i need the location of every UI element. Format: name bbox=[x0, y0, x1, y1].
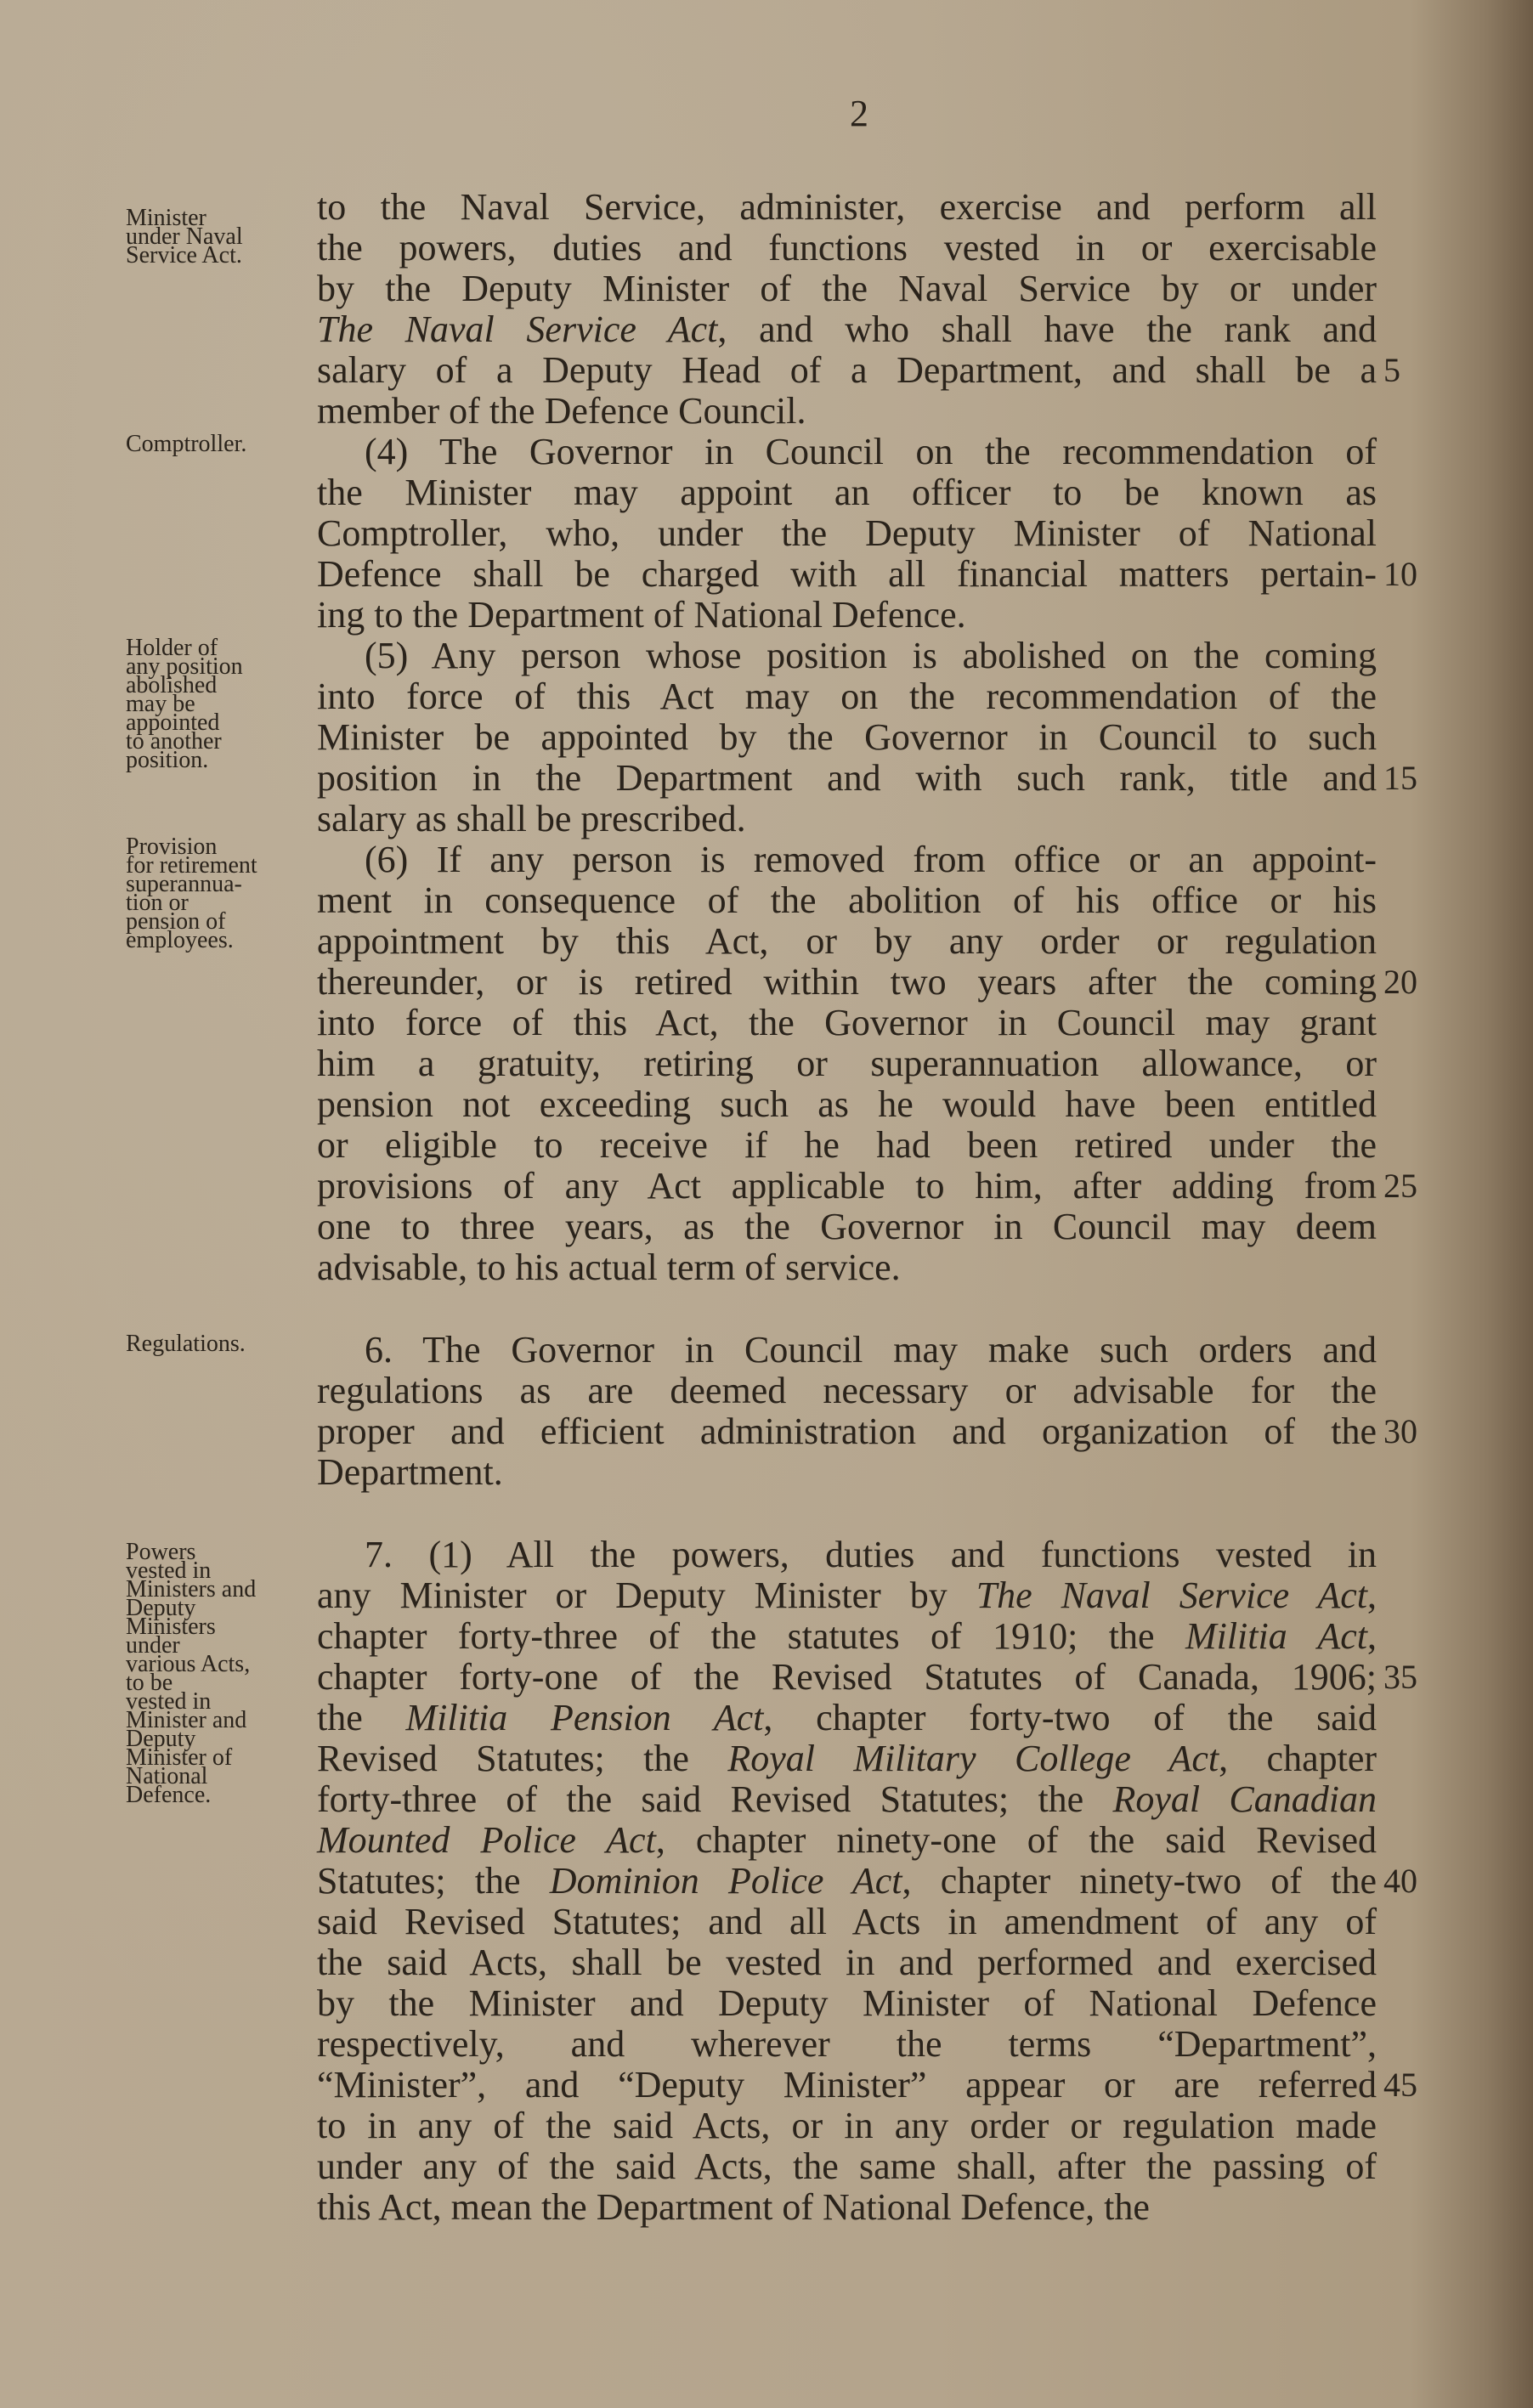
body-text-run: chapter forty-three of the statutes of 1910; the bbox=[317, 1615, 1185, 1657]
margin-note-line: Provision bbox=[126, 834, 218, 860]
body-text-run: by the Minister and Deputy Minister of National Defence bbox=[317, 1982, 1377, 2024]
margin-note-minister bbox=[126, 205, 304, 268]
margin-note-line: Minister and bbox=[126, 1707, 247, 1733]
body-text-run: “Minister”, and “Deputy Minister” appear or are referred bbox=[317, 2064, 1377, 2106]
margin-note-line: under bbox=[126, 1632, 180, 1659]
page-number: 2 bbox=[850, 93, 869, 134]
body-text-run: , chapter bbox=[1219, 1738, 1377, 1779]
body-line bbox=[317, 1861, 1377, 1902]
body-text-run: the Minister may appoint an officer to be known as bbox=[317, 472, 1377, 513]
margin-note-line: to another bbox=[126, 728, 222, 755]
line-number: 10 bbox=[1383, 555, 1417, 593]
line-number: 45 bbox=[1383, 2066, 1417, 2104]
body-text-run: pension not exceeding such as he would have been entitled bbox=[317, 1083, 1377, 1125]
line-number: 25 bbox=[1383, 1167, 1417, 1205]
body-line bbox=[317, 554, 1377, 595]
body-line bbox=[317, 472, 1377, 513]
margin-note-line: tion or bbox=[126, 890, 189, 916]
body-line bbox=[317, 1411, 1377, 1452]
body-text-run: him a gratuity, retiring or superannuation allowance, or bbox=[317, 1043, 1377, 1084]
body-line bbox=[317, 187, 1377, 228]
margin-note-line: superannua- bbox=[126, 871, 242, 897]
body-text-run: forty-three of the said Revised Statutes; the bbox=[317, 1778, 1113, 1820]
body-line bbox=[317, 309, 1377, 350]
body-line bbox=[365, 636, 1377, 676]
body-text-run: , chapter ninety-one of the said Revised bbox=[655, 1819, 1377, 1861]
line-number: 15 bbox=[1383, 759, 1417, 797]
body-text-run: 7. (1) All the powers, duties and functions vested in bbox=[365, 1534, 1377, 1575]
margin-note-line: Defence. bbox=[126, 1782, 212, 1808]
body-line bbox=[317, 391, 1377, 432]
body-text-run: ing to the Department of National Defence. bbox=[317, 594, 966, 636]
margin-note-line: under Naval bbox=[126, 223, 243, 250]
margin-note-line: Ministers bbox=[126, 1614, 216, 1640]
body-line bbox=[317, 1125, 1377, 1166]
margin-note-line: vested in bbox=[126, 1557, 212, 1584]
margin-note-line: Deputy bbox=[126, 1726, 196, 1752]
body-line bbox=[365, 432, 1377, 472]
act-title: Royal Military College Act bbox=[727, 1738, 1219, 1779]
body-text-run: (6) If any person is removed from office or an appoint- bbox=[365, 839, 1377, 880]
body-line bbox=[317, 1942, 1377, 1983]
body-line bbox=[317, 1003, 1377, 1043]
body-text-run: Minister be appointed by the Governor in Council to such bbox=[317, 716, 1377, 758]
act-title: The Naval Service Act bbox=[317, 308, 718, 350]
margin-note-line: Minister bbox=[126, 205, 206, 231]
body-line bbox=[317, 717, 1377, 758]
line-number: 30 bbox=[1383, 1412, 1417, 1450]
body-line bbox=[365, 1535, 1377, 1575]
body-text-run: provisions of any Act applicable to him, after adding from bbox=[317, 1165, 1377, 1207]
line-number: 5 bbox=[1383, 351, 1400, 389]
body-text-run: Defence shall be charged with all financial matters pertain- bbox=[317, 553, 1377, 595]
body-line bbox=[317, 880, 1377, 921]
margin-note-line: Regulations. bbox=[126, 1331, 246, 1357]
body-text-run: this Act, mean the Department of National Defence, the bbox=[317, 2186, 1150, 2228]
margin-note-line: position. bbox=[126, 747, 209, 773]
body-line bbox=[317, 2024, 1377, 2065]
body-line bbox=[317, 1902, 1377, 1942]
body-line bbox=[317, 1084, 1377, 1125]
body-text-run: said Revised Statutes; and all Acts in amendment of any of bbox=[317, 1901, 1377, 1942]
body-text-run: Statutes; the bbox=[317, 1860, 550, 1902]
margin-note-line: Holder of bbox=[126, 635, 218, 661]
body-line bbox=[317, 1698, 1377, 1738]
body-line bbox=[317, 228, 1377, 268]
body-text-run: proper and efficient administration and organization of the bbox=[317, 1410, 1377, 1452]
body-text-run: , chapter forty-two of the said bbox=[763, 1697, 1377, 1738]
body-line bbox=[317, 350, 1377, 391]
margin-note-powers bbox=[126, 1539, 304, 1808]
act-title: The Naval Service Act bbox=[976, 1574, 1367, 1616]
body-line bbox=[317, 1616, 1377, 1657]
margin-note-provision bbox=[126, 834, 304, 953]
body-text-run: , bbox=[1367, 1574, 1377, 1616]
margin-note-line: employees. bbox=[126, 927, 234, 953]
body-text-run: regulations as are deemed necessary or advisable for the bbox=[317, 1370, 1377, 1411]
body-text-run: Comptroller, who, under the Deputy Minister of National bbox=[317, 512, 1377, 554]
margin-note-line: Powers bbox=[126, 1539, 196, 1565]
body-text-run: thereunder, or is retired within two years after the coming bbox=[317, 961, 1377, 1003]
body-text-run: to in any of the said Acts, or in any order or regulation made bbox=[317, 2105, 1377, 2146]
body-text-run: by the Deputy Minister of the Naval Service by or under bbox=[317, 268, 1377, 309]
body-text-run: any Minister or Deputy Minister by bbox=[317, 1574, 976, 1616]
body-text-run: one to three years, as the Governor in Council may deem bbox=[317, 1206, 1377, 1247]
body-text-run: into force of this Act may on the recommendation of the bbox=[317, 675, 1377, 717]
margin-note-line: to be bbox=[126, 1670, 173, 1696]
margin-note-holder bbox=[126, 635, 304, 773]
line-number: 35 bbox=[1383, 1658, 1417, 1696]
body-text-run: Department. bbox=[317, 1451, 503, 1493]
body-line bbox=[317, 2065, 1377, 2106]
body-text-run: salary of a Deputy Head of a Department, and shall be a bbox=[317, 349, 1377, 391]
act-title: Royal Canadian bbox=[1112, 1778, 1377, 1820]
margin-note-line: for retirement bbox=[126, 852, 257, 879]
margin-note-line: Ministers and bbox=[126, 1576, 257, 1603]
body-line bbox=[317, 595, 1377, 636]
margin-note-line: any position bbox=[126, 653, 243, 680]
body-line bbox=[317, 1452, 1377, 1493]
body-text-run: into force of this Act, the Governor in Council may grant bbox=[317, 1002, 1377, 1043]
margin-note-line: abolished bbox=[126, 672, 218, 698]
act-title: Mounted Police Act bbox=[317, 1819, 656, 1861]
body-line bbox=[317, 1820, 1377, 1861]
body-line bbox=[317, 1779, 1377, 1820]
margin-note-line: Service Act. bbox=[126, 242, 242, 268]
body-line bbox=[317, 758, 1377, 799]
body-text-run: or eligible to receive if he had been retired under the bbox=[317, 1124, 1377, 1166]
body-text-run: respectively, and wherever the terms “Department”, bbox=[317, 2023, 1377, 2065]
margin-note-line: National bbox=[126, 1763, 208, 1789]
margin-note-comptroller bbox=[126, 432, 304, 457]
body-line bbox=[365, 1330, 1377, 1371]
body-text-run: , chapter ninety-two of the bbox=[902, 1860, 1377, 1902]
body-line bbox=[317, 2106, 1377, 2146]
body-line bbox=[317, 799, 1377, 839]
body-line bbox=[317, 962, 1377, 1003]
body-text-run: ment in consequence of the abolition of his office or his bbox=[317, 879, 1377, 921]
act-title: Militia Pension Act bbox=[405, 1697, 764, 1738]
body-text-run: advisable, to his actual term of service. bbox=[317, 1246, 901, 1288]
body-line bbox=[317, 1983, 1377, 2024]
body-text-run: under any of the said Acts, the same shall, after the passing of bbox=[317, 2145, 1377, 2187]
margin-note-regulations bbox=[126, 1331, 304, 1357]
act-title: Dominion Police Act bbox=[549, 1860, 902, 1902]
body-text-run: the said Acts, shall be vested in and performed and exercised bbox=[317, 1942, 1377, 1983]
body-text-run: appointment by this Act, or by any order or regulation bbox=[317, 920, 1377, 962]
margin-note-line: may be bbox=[126, 691, 195, 717]
margin-note-line: Comptroller. bbox=[126, 431, 247, 457]
body-text-run: to the Naval Service, administer, exercise and perform all bbox=[317, 186, 1377, 228]
body-line bbox=[317, 1738, 1377, 1779]
body-text-run: the bbox=[317, 1697, 406, 1738]
line-number: 40 bbox=[1383, 1862, 1417, 1900]
margin-note-line: vested in bbox=[126, 1688, 212, 1715]
margin-note-line: pension of bbox=[126, 908, 226, 935]
body-line bbox=[365, 839, 1377, 880]
margin-note-line: various Acts, bbox=[126, 1651, 251, 1677]
body-line bbox=[317, 1575, 1377, 1616]
body-text-run: chapter forty-one of the Revised Statutes of Canada, 1906; bbox=[317, 1656, 1377, 1698]
body-text-run: salary as shall be prescribed. bbox=[317, 798, 746, 839]
margin-note-line: appointed bbox=[126, 709, 220, 736]
body-line bbox=[317, 1247, 1377, 1288]
body-line bbox=[317, 2146, 1377, 2187]
body-text-run: the powers, duties and functions vested in or exercisable bbox=[317, 227, 1377, 268]
act-title: Militia Act bbox=[1185, 1615, 1367, 1657]
body-text-run: position in the Department and with such rank, title and bbox=[317, 757, 1377, 799]
body-text-run: (4) The Governor in Council on the recommendation of bbox=[365, 431, 1377, 472]
body-line bbox=[317, 1043, 1377, 1084]
body-line bbox=[317, 513, 1377, 554]
body-text-run: 6. The Governor in Council may make such orders and bbox=[365, 1329, 1377, 1371]
body-text-run: , bbox=[1366, 1615, 1377, 1657]
body-line bbox=[317, 676, 1377, 717]
body-line bbox=[317, 2187, 1377, 2228]
body-text-run: member of the Defence Council. bbox=[317, 390, 806, 432]
body-line bbox=[317, 268, 1377, 309]
margin-note-line: Deputy bbox=[126, 1595, 196, 1621]
body-text-run: (5) Any person whose position is abolished on the coming bbox=[365, 635, 1377, 676]
body-line bbox=[317, 1207, 1377, 1247]
body-line bbox=[317, 921, 1377, 962]
line-number: 20 bbox=[1383, 963, 1417, 1001]
margin-note-line: Minister of bbox=[126, 1744, 233, 1771]
body-line bbox=[317, 1166, 1377, 1207]
body-line bbox=[317, 1657, 1377, 1698]
body-text-run: , and who shall have the rank and bbox=[717, 308, 1377, 350]
body-text-run: Revised Statutes; the bbox=[317, 1738, 728, 1779]
body-line bbox=[317, 1371, 1377, 1411]
